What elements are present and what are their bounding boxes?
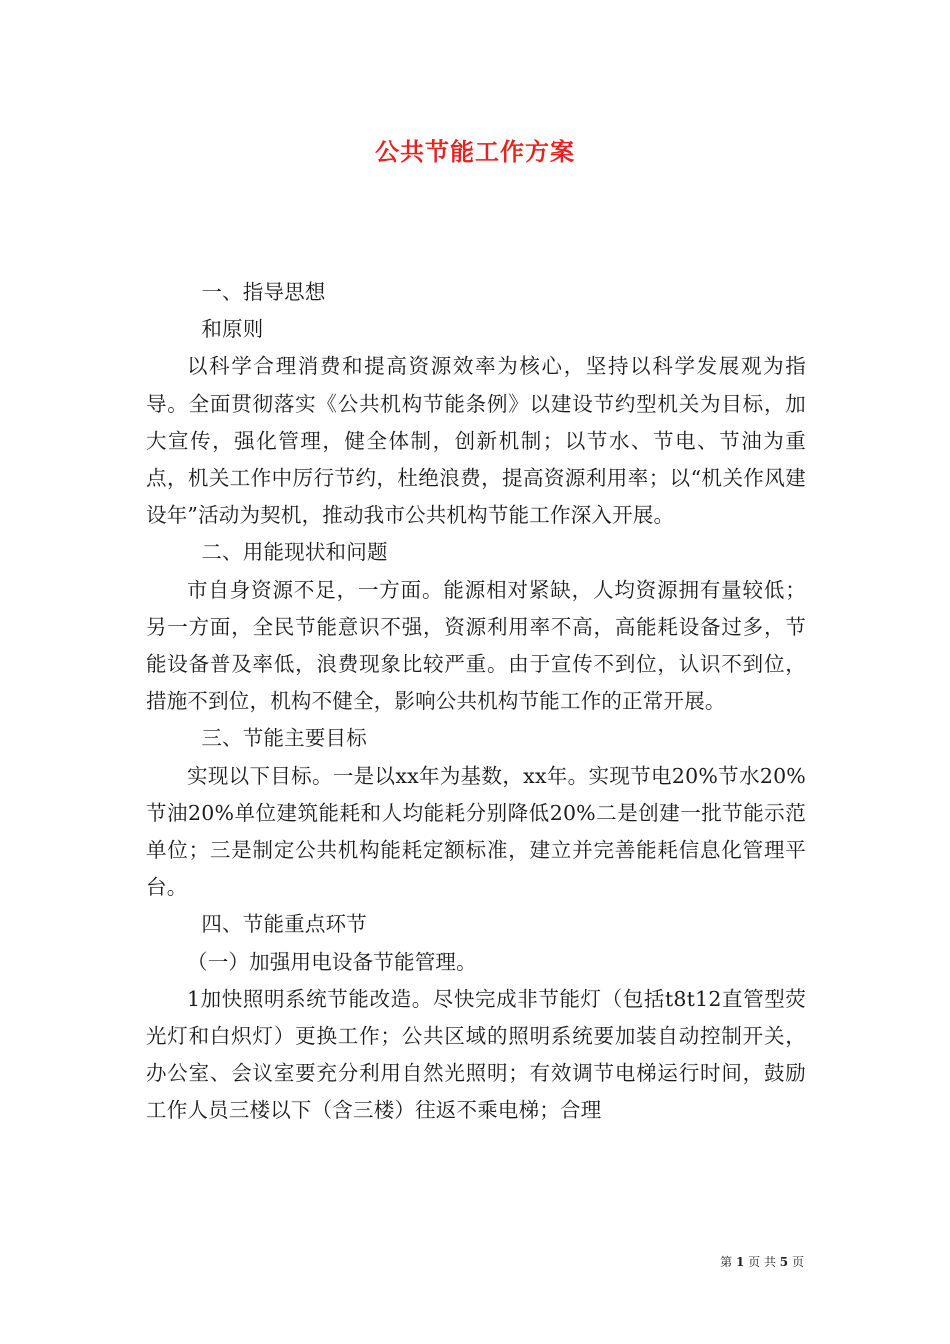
body-paragraph: 实现以下目标。一是以xx年为基数，xx年。实现节电20%节水20%节油20%单位建筑能耗和人均能耗分别降低20%二是创建一批节能示范单位；三是制定公共机构能耗定额标准，建立并完善能耗信息化管理平台。 (146, 763, 806, 900)
section-heading: 一、指导思想 (201, 280, 326, 304)
current-page-number: 1 (735, 1255, 745, 1269)
section-heading: 四、节能重点环节 (201, 912, 367, 937)
total-page-number: 5 (779, 1255, 789, 1269)
document-title: 公共节能工作方案 (375, 137, 575, 166)
section-heading: 三、节能主要目标 (201, 726, 367, 751)
body-paragraph: 以科学合理消费和提高资源效率为核心，坚持以科学发展观为指导。全面贯彻落实《公共机构节能条例》以建设节约型机关为目标，加大宣传，强化管理，健全体制，创新机制；以节水、节电、节油为重点，机关工作中厉行节约，杜绝浪费，提高资源利用率；以“机关作风建设年”活动为契机，推动我市公共机构节能工作深入开展。 (146, 354, 806, 528)
footer-suffix: 页 (791, 1255, 804, 1269)
sub-heading: （一）加强用电设备节能管理。 (187, 949, 477, 974)
body-paragraph: 市自身资源不足，一方面。能源相对紧缺，人均资源拥有量较低；另一方面，全民节能意识不强，资源利用率不高，高能耗设备过多，节能设备普及率低，浪费现象比较严重。由于宣传不到位，认识不到位，措施不到位，机构不健全，影响公共机构节能工作的正常开展。 (146, 577, 806, 714)
section-heading-continued: 和原则 (201, 317, 264, 342)
section-heading: 二、用能现状和问题 (201, 540, 388, 565)
footer-middle: 页 共 (748, 1255, 776, 1269)
body-paragraph: 1加快照明系统节能改造。尽快完成非节能灯（包括t8t12直管型荧光灯和白炽灯）更换工作；公共区域的照明系统要加装自动控制开关，办公室、会议室要充分利用自然光照明；有效调节电梯运行时间，鼓励工作人员三楼以下（含三楼）往返不乘电梯；合理 (146, 986, 806, 1123)
footer-prefix: 第 (720, 1255, 733, 1269)
document-body (146, 274, 806, 1130)
page-footer (720, 1253, 804, 1270)
